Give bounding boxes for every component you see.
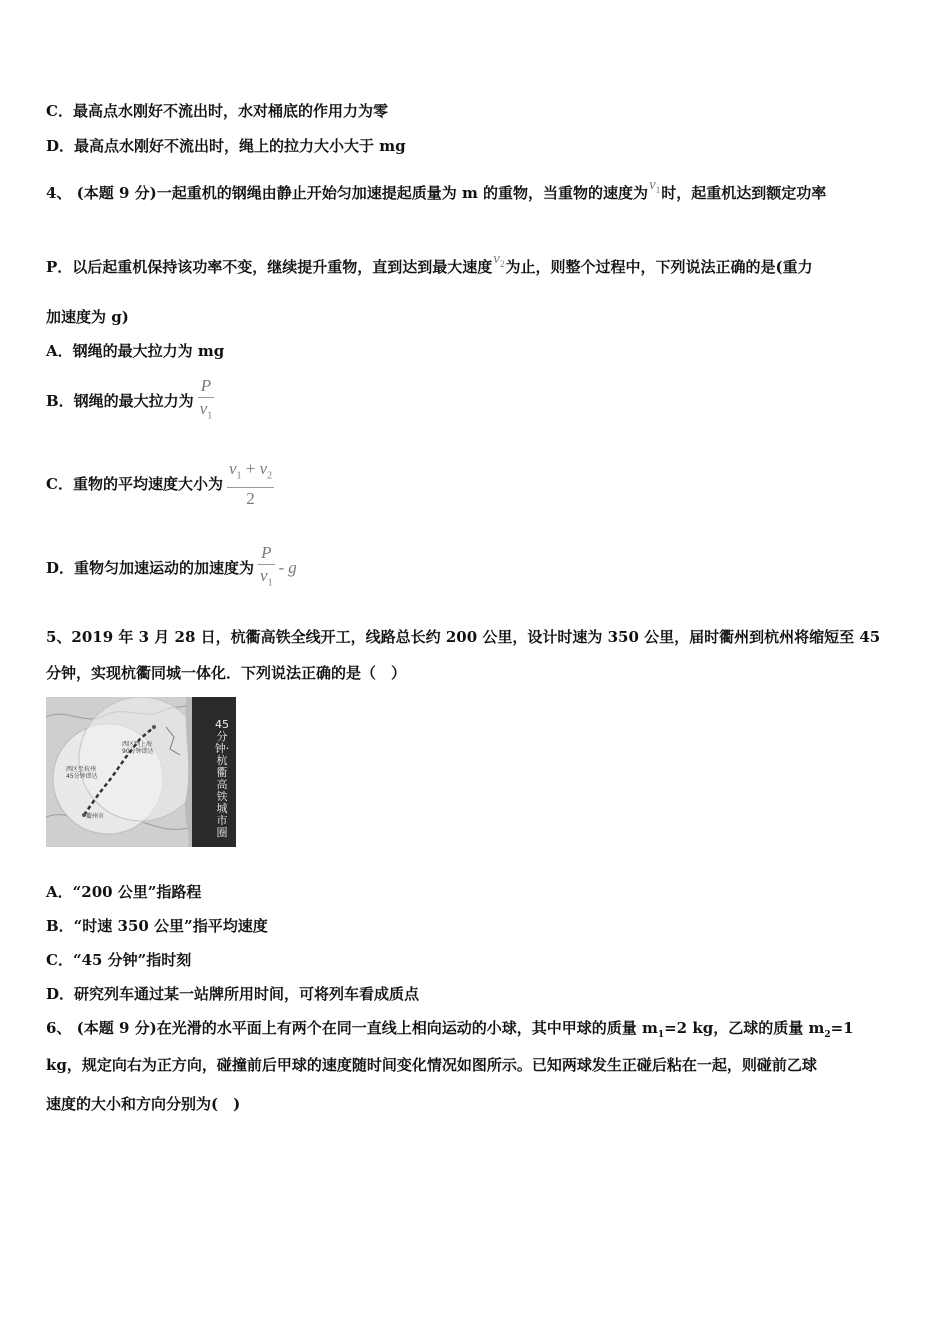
question-4-line-1 [46,177,910,210]
q4-option-d-text: D．重物匀加速运动的加速度为 [46,559,255,578]
q5-option-b: B．“时速 350 公里”指平均速度 [46,917,268,935]
option-c-line: C．最高点水刚好不流出时，水对桶底的作用力为零 [46,102,388,120]
question-6-line-1: 6、 (本题 9 分)在光滑的水平面上有两个在同一直线上相向运动的小球，其中甲球的质量 $m_1=2$ kg，乙球的质量 $m_2=1$ [46,1019,854,1040]
p-over-v1-fraction: $\frac{P}{v_1}$ [198,375,215,427]
q4-option-b-text: B．钢绳的最大拉力为 [46,392,194,411]
question-6-line-2: kg，规定向右为正方向，碰撞前后甲球的速度随时间变化情况如图所示。已知两球发生正碰后粘在一起，则碰前乙球 [46,1056,817,1074]
q4-option-c-text: C．重物的平均速度大小为 [46,475,223,494]
map-label-hangzhou-1: 西区至杭州 [66,766,97,773]
minus-sign: - [278,558,285,578]
average-velocity-fraction: $\frac{v_1 + v_2}{2}$ [228,459,273,509]
q4-text-b: 时，起重机达到额定功率 [661,184,827,202]
map-label-shanghai-1: 西区到上海 [122,741,153,748]
question-5-line-2: 分钟，实现杭衢同城一体化．下列说法正确的是（ ） [46,664,407,682]
q4-text-a: 4、 (本题 9 分)一起重机的钢绳由静止开始匀加速提起质量为 m 的重物，当重物的速度为 [46,184,649,202]
map-label-quzhou: 衢州市 [86,813,105,820]
question-4-line-3: 加速度为 g) [46,308,129,326]
map-caption-panel [192,697,236,847]
q5-option-a: A．“200 公里”指路程 [46,883,202,901]
v1-symbol: $v_1$ [649,177,661,195]
q4-option-c [46,458,910,510]
q5-option-d: D．研究列车通过某一站牌所用时间，可将列车看成质点 [46,985,420,1003]
map-label-shanghai-2: 90分钟即达 [122,748,154,755]
q4-text-c: P．以后起重机保持该功率不变，继续提升重物，直到达到最大速度 [46,258,493,276]
map-label-hangzhou-2: 45分钟即达 [66,773,98,780]
question-4-line-2 [46,251,910,284]
g-symbol: g [288,558,297,578]
q4-option-d [46,542,910,594]
option-d-line: D．最高点水刚好不流出时，绳上的拉力大小大于 mg [46,137,406,155]
v2-symbol: $v_2$ [493,251,505,269]
q4-text-d: 为止，则整个过程中，下列说法正确的是(重力 [505,258,813,276]
q4-option-a: A．钢绳的最大拉力为 mg [46,342,225,360]
q4-option-b [46,375,910,427]
hangzhou-quzhou-map-image [46,697,236,847]
question-6-line-3: 速度的大小和方向分别为( ) [46,1095,241,1113]
map-caption: 45分钟·杭衢高铁城市圈 [214,718,230,839]
q5-option-c: C．“45 分钟”指时刻 [46,951,192,969]
question-5-line-1: 5、2019 年 3 月 28 日，杭衢高铁全线开工，线路总长约 200 公里，设计时速为 350 公里，届时衢州到杭州将缩短至 45 [46,628,881,646]
acceleration-fraction: $\frac{P}{v_1}$ [258,542,275,594]
